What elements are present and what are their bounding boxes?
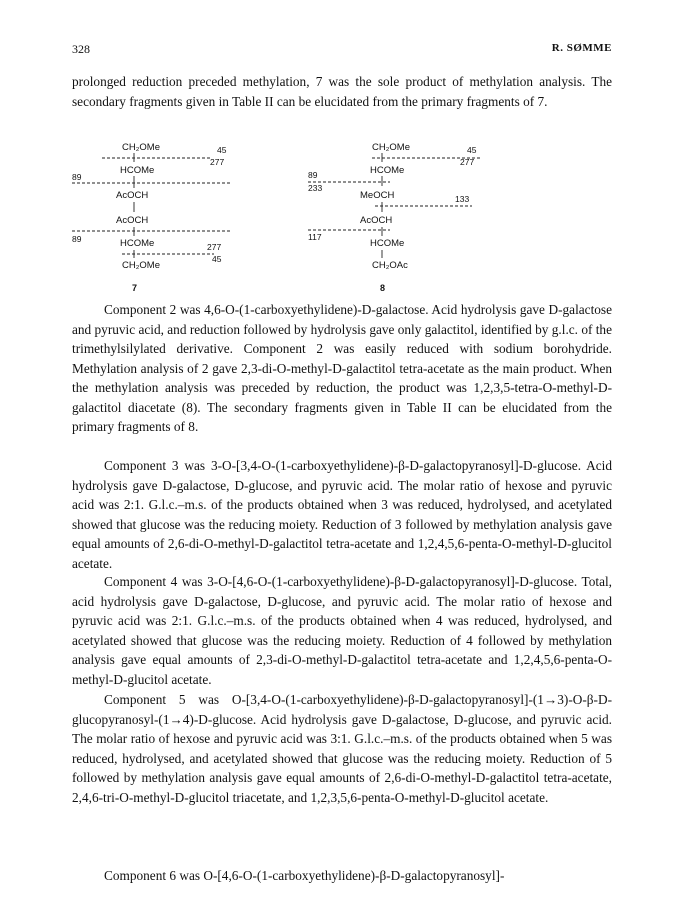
paragraph-component-2: Component 2 was 4,6-O-(1-carboxyethylidene)-D-galactose. Acid hydrolysis gave D-galactose and pyruvic acid, and reduction followed by hydrolysis gave only galactitol, identified by g.l.c. of the trimethylsilylated derivative. Component 2 was easily reduced with sodium borohydride. Methylation analysis of 2 gave 2,3-di-O-methyl-D-galactitol tetra-acetate as the main product. When the methylation analysis was preceded by reduction, the product was 1,2,3,5-tetra-O-methyl-D-galactitol diacetate (8). The secondary fragments given in Table II can be elucidated from the primary fragments of 8. xyxy=(72,302,612,434)
d8-row-5: HCOMe xyxy=(370,238,405,249)
d7-frag-277-top: 277 xyxy=(210,157,225,167)
running-head-author: R. SØMME xyxy=(551,42,612,54)
d7-frag-277-bottom: 277 xyxy=(207,242,222,252)
d7-row-2: HCOMe xyxy=(120,165,155,176)
paragraph-1: prolonged reduction preceded methylation, 7 was the sole product of methylation analysis. The secondary fragments given in Table II can be elucidated from the primary fragments of 7. xyxy=(72,74,612,109)
d7-row-3: AcOCH xyxy=(116,190,149,201)
d7-frag-89-top: 89 xyxy=(72,172,82,182)
diagram-7-label: 7 xyxy=(132,283,138,293)
d7-frag-45-bottom: 45 xyxy=(212,254,222,264)
diagram-7 xyxy=(72,142,232,293)
d7-frag-45-top: 45 xyxy=(217,145,227,155)
fragmentation-schemes-svg xyxy=(72,138,612,298)
d8-frag-233: 233 xyxy=(308,183,323,193)
d7-frag-89-bottom: 89 xyxy=(72,234,82,244)
fragmentation-diagrams xyxy=(72,138,612,298)
diagram-8-label: 8 xyxy=(380,283,386,293)
d8-row-1: CH₂OMe xyxy=(372,142,410,153)
d7-row-4: AcOCH xyxy=(116,215,149,226)
d7-row-5: HCOMe xyxy=(120,238,155,249)
page-number: 328 xyxy=(72,42,90,56)
paragraph-component-3: Component 3 was 3-O-[3,4-O-(1-carboxyethylidene)-β-D-galactopyranosyl]-D-glucose. Acid hydrolysis gave D-galactose, D-glucose, and pyruvic acid. The molar ratio of hexose and pyruvic acid was 2:1. G.l.c.–m.s. of the products obtained when 3 was reduced, hydrolysed, and acetylated showed that glucose was the reducing moiety. Reduction of 3 followed by methylation analysis gave equal amounts of 2,6-di-O-methyl-D-galactitol tetra-acetate and 1,2,4,5,6-penta-O-methyl-D-glucitol acetate. xyxy=(72,458,612,571)
d8-row-6: CH₂OAc xyxy=(372,260,408,271)
diagram-8 xyxy=(308,142,482,293)
paragraph-component-4: Component 4 was 3-O-[4,6-O-(1-carboxyethylidene)-β-D-galactopyranosyl]-D-glucose. Total, acid hydrolysis gave D-galactose, D-glucose, and pyruvic acid. The molar ratio of hexose and pyruvic acid was 2:1. G.l.c.–m.s. of the products obtained when 4 was reduced, hydrolysed, and acetylated showed that glucose was the reducing moiety. Reduction of 4 followed by methylation analysis gave equal amounts of 2,3-di-O-methyl-D-galactitol tetra-acetate and 1,2,4,5,6-penta-O-methyl-D-glucitol acetate. xyxy=(72,574,612,687)
d8-row-3: MeOCH xyxy=(360,190,395,201)
d8-frag-133: 133 xyxy=(455,194,470,204)
d8-frag-117: 117 xyxy=(308,232,322,242)
d7-row-1: CH₂OMe xyxy=(122,142,160,153)
paragraph-component-5: Component 5 was O-[3,4-O-(1-carboxyethylidene)-β-D-galactopyranosyl]-(1→3)-O-β-D-glucopyranosyl-(1→4)-D-glucose. Acid hydrolysis gave D-galactose, D-glucose, and pyruvic acid. The molar ratio of hexose and pyruvic acid was 3:1. G.l.c.–m.s. of the products obtained when 5 was reduced, hydrolysed, and acetylated showed that glucose was the reducing moiety. Reduction of 5 followed by methylation analysis gave equal amounts of 2,6-di-O-methyl-D-galactitol tetra-acetate, 2,4,6-tri-O-methyl-D-glucitol triacetate, and 1,2,3,5,6-penta-O-methyl-D-glucitol acetate. xyxy=(72,692,612,805)
d8-row-2: HCOMe xyxy=(370,165,405,176)
d7-row-6: CH₂OMe xyxy=(122,260,160,271)
d8-frag-277: 277 xyxy=(460,157,475,167)
d8-frag-89: 89 xyxy=(308,170,318,180)
page-header xyxy=(72,42,612,62)
paragraph-component-6: Component 6 was O-[4,6-O-(1-carboxyethylidene)-β-D-galactopyranosyl]- xyxy=(104,868,505,883)
d8-frag-45: 45 xyxy=(467,145,477,155)
d8-row-4: AcOCH xyxy=(360,215,393,226)
